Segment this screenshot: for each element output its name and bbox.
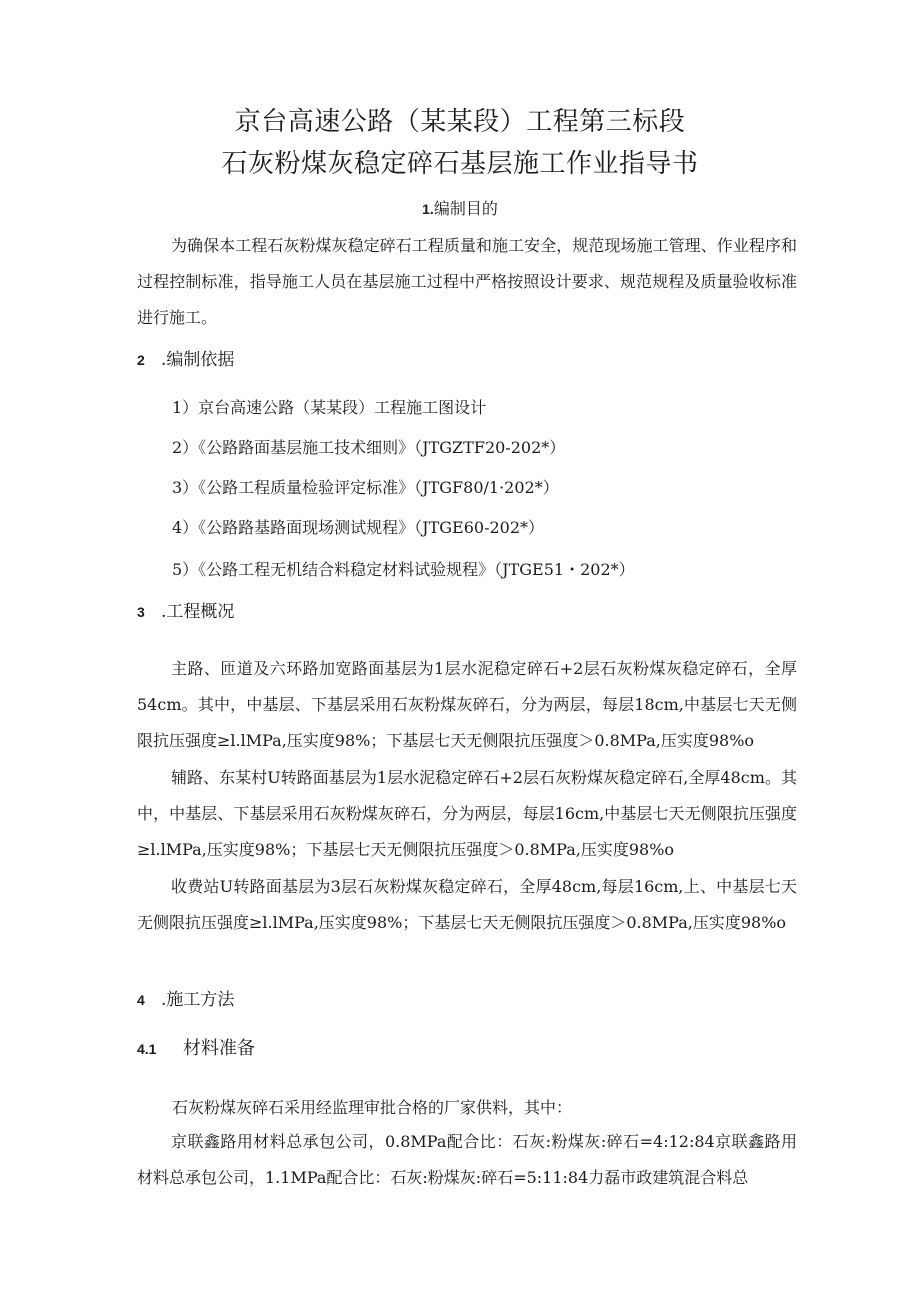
reference-item: 2）《公路路面基层施工技术细则》（JTGZTF20-202*）	[172, 438, 566, 457]
section-2-heading	[137, 348, 234, 372]
section-4-1-heading	[137, 1036, 255, 1062]
section-4-1-intro: 石灰粉煤灰碎石采用经监理审批合格的厂家供料，其中：	[172, 1098, 573, 1117]
section-4-label: .施工方法	[161, 990, 235, 1010]
document-title-line2: 石灰粉煤灰稳定碎石基层施工作业指导书	[221, 149, 699, 179]
section-4-1-number: 4.1	[137, 1041, 157, 1057]
section-2-label: .编制依据	[161, 350, 235, 370]
section-4-heading	[137, 988, 234, 1012]
section-3-paragraph-1: 主路、匝道及六环路加宽路面基层为1层水泥稳定碎石+2层石灰粉煤灰稳定碎石，全厚54cm。其中，中基层、下基层采用石灰粉煤灰碎石，分为两层，每层18cm,中基层七天无侧限抗压强度≥l.lMPa,压实度98%；下基层七天无侧限抗压强度＞0.8MPa,压实度98%o	[137, 659, 797, 750]
section-1-label: 编制目的	[433, 199, 498, 218]
reference-item: 3）《公路工程质量检验评定标准》（JTGF80/1·202*）	[172, 478, 559, 497]
section-1-number: 1.	[422, 201, 434, 217]
section-2-number: 2	[137, 352, 145, 368]
section-3-heading	[137, 600, 234, 624]
section-4-number: 4	[137, 992, 145, 1008]
section-4-1-label: 材料准备	[183, 1038, 255, 1059]
section-3-label: .工程概况	[161, 602, 235, 622]
reference-item: 5）《公路工程无机结合料稳定材料试验规程》（JTGE51・202*）	[172, 560, 635, 579]
section-3-number: 3	[137, 604, 145, 620]
reference-item: 1）京台高速公路（某某段）工程施工图设计	[172, 398, 487, 417]
section-1-heading	[0, 198, 920, 220]
section-1-paragraph: 为确保本工程石灰粉煤灰稳定碎石工程质量和施工安全，规范现场施工管理、作业程序和过程控制标准，指导施工人员在基层施工过程中严格按照设计要求、规范规程及质量验收标准进行施工。	[137, 236, 797, 327]
section-3-paragraph-3: 收费站U转路面基层为3层石灰粉煤灰稳定碎石，全厚48cm,每层16cm,上、中基层七天无侧限抗压强度≥l.lMPa,压实度98%；下基层七天无侧限抗压强度＞0.8MPa,压实度98%o	[137, 877, 797, 932]
document-title-line1: 京台高速公路（某某段）工程第三标段	[234, 107, 686, 137]
section-4-1-paragraph: 京联鑫路用材料总承包公司，0.8MPa配合比：石灰:粉煤灰:碎石=4:12:84京联鑫路用材料总承包公司，1.1MPa配合比：石灰:粉煤灰:碎石=5:11:84力磊市政建筑混合料总	[137, 1132, 797, 1187]
reference-item: 4）《公路路基路面现场测试规程》（JTGE60-202*）	[172, 518, 545, 537]
section-3-paragraph-2: 辅路、东某村U转路面基层为1层水泥稳定碎石+2层石灰粉煤灰稳定碎石,全厚48cm。其中，中基层、下基层采用石灰粉煤灰碎石，分为两层，每层16cm,中基层七天无侧限抗压强度≥l.lMPa,压实度98%；下基层七天无侧限抗压强度＞0.8MPa,压实度98%o	[137, 768, 797, 859]
